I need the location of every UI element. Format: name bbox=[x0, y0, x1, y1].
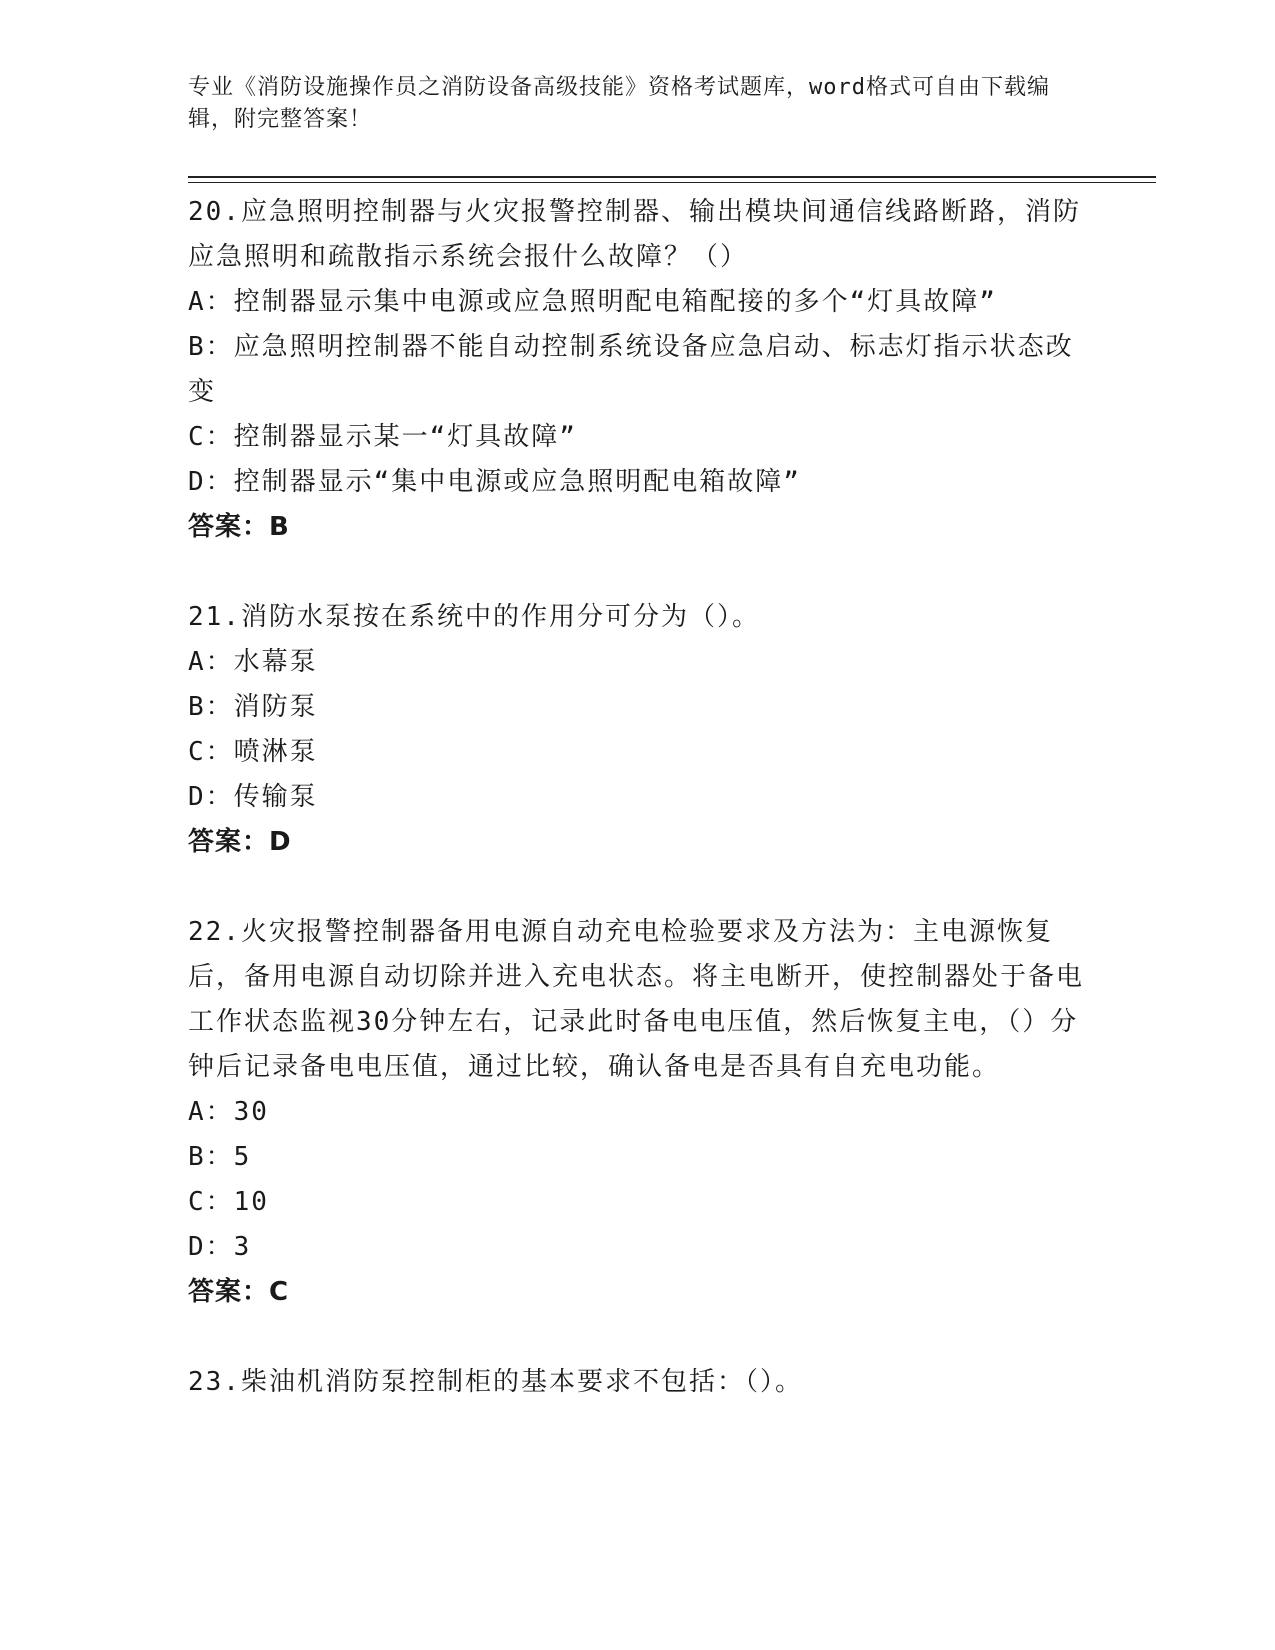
answer-line bbox=[188, 1270, 1088, 1315]
answer-label: 答案： bbox=[188, 512, 270, 542]
answer-value: C bbox=[269, 1277, 290, 1307]
question-stem: 23.柴油机消防泵控制柜的基本要求不包括：（）。 bbox=[188, 1367, 803, 1397]
option-a: A：控制器显示集中电源或应急照明配电箱配接的多个“灯具故障” bbox=[188, 287, 997, 317]
option-b: B：5 bbox=[188, 1142, 252, 1172]
option-d: D：传输泵 bbox=[188, 782, 318, 812]
document-intro: 专业《消防设施操作员之消防设备高级技能》资格考试题库，word格式可自由下载编辑，附完整答案！ bbox=[188, 75, 1050, 132]
option-a: A：水幕泵 bbox=[188, 647, 318, 677]
header-divider-thin bbox=[188, 182, 1156, 183]
option-d: D：3 bbox=[188, 1232, 252, 1262]
option-b: B：消防泵 bbox=[188, 692, 318, 722]
answer-label: 答案： bbox=[188, 1277, 270, 1307]
option-d: D：控制器显示“集中电源或应急照明配电箱故障” bbox=[188, 467, 801, 497]
header-divider-thick bbox=[188, 176, 1156, 178]
option-b: B：应急照明控制器不能自动控制系统设备应急启动、标志灯指示状态改变 bbox=[188, 332, 1074, 407]
answer-value: D bbox=[269, 827, 292, 857]
option-c: C：控制器显示某一“灯具故障” bbox=[188, 422, 577, 452]
option-c: C：10 bbox=[188, 1187, 269, 1217]
question-23 bbox=[188, 1360, 1088, 1405]
answer-value: B bbox=[269, 512, 290, 542]
question-21 bbox=[188, 595, 1088, 865]
question-stem: 22.火灾报警控制器备用电源自动充电检验要求及方法为：主电源恢复后，备用电源自动切除并进入充电状态。将主电断开，使控制器处于备电工作状态监视30分钟左右，记录此时备电电压值，然后恢复主电，（）分钟后记录备电电压值，通过比较，确认备电是否具有自充电功能。 bbox=[188, 917, 1085, 1082]
question-stem: 21.消防水泵按在系统中的作用分可分为（）。 bbox=[188, 602, 760, 632]
option-a: A：30 bbox=[188, 1097, 269, 1127]
answer-label: 答案： bbox=[188, 827, 270, 857]
question-list bbox=[188, 190, 1088, 1450]
question-20 bbox=[188, 190, 1088, 550]
answer-line bbox=[188, 505, 1088, 550]
option-c: C：喷淋泵 bbox=[188, 737, 318, 767]
answer-line bbox=[188, 820, 1088, 865]
question-stem: 20.应急照明控制器与火灾报警控制器、输出模块间通信线路断路，消防应急照明和疏散指示系统会报什么故障？（） bbox=[188, 197, 1081, 272]
question-22 bbox=[188, 910, 1088, 1315]
